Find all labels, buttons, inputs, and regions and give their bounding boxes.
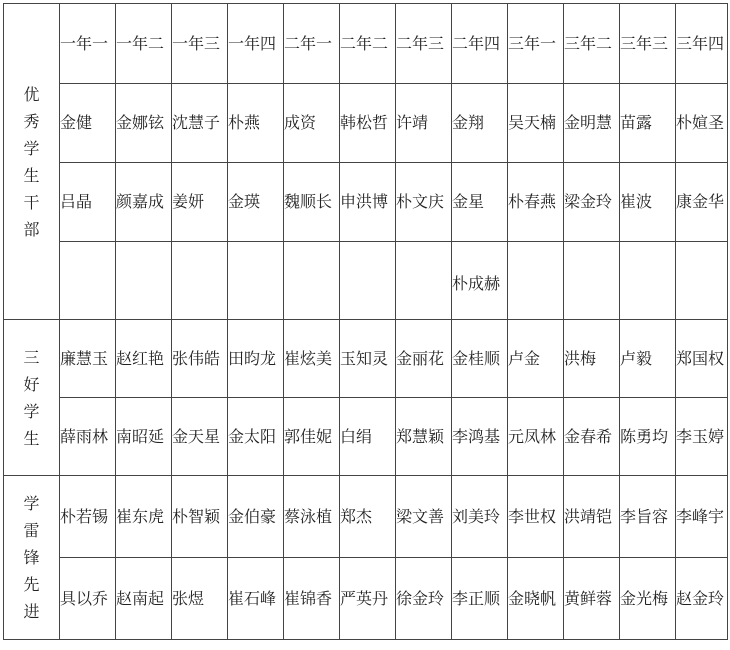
student-name: 魏顺长 [284, 163, 340, 242]
student-name [676, 242, 728, 320]
student-name: 刘美玲 [452, 476, 508, 558]
student-name: 崔石峰 [228, 558, 284, 640]
class-header: 一年三 [172, 4, 228, 84]
class-header: 三年四 [676, 4, 728, 84]
student-name: 廉慧玉 [60, 320, 116, 398]
student-name [116, 242, 172, 320]
student-name: 金明慧 [564, 84, 620, 163]
student-name: 玉知灵 [340, 320, 396, 398]
class-header: 一年四 [228, 4, 284, 84]
student-name: 颜嘉成 [116, 163, 172, 242]
student-name: 金伯豪 [228, 476, 284, 558]
student-name: 田昀龙 [228, 320, 284, 398]
student-name: 严英丹 [340, 558, 396, 640]
student-name: 崔锦香 [284, 558, 340, 640]
student-name: 金太阳 [228, 398, 284, 476]
student-name: 李玉婷 [676, 398, 728, 476]
student-name [172, 242, 228, 320]
category-cell-merit [4, 320, 60, 476]
student-name: 李旨容 [620, 476, 676, 558]
student-name: 洪靖铠 [564, 476, 620, 558]
student-name: 洪梅 [564, 320, 620, 398]
category-label: 优秀学生干部 [23, 84, 40, 239]
student-name: 元凤林 [508, 398, 564, 476]
table-row [4, 242, 728, 320]
student-name: 赵南起 [116, 558, 172, 640]
student-name: 郑杰 [340, 476, 396, 558]
student-name: 朴若锡 [60, 476, 116, 558]
student-name: 李峰宇 [676, 476, 728, 558]
student-name: 申洪博 [340, 163, 396, 242]
student-name: 具以乔 [60, 558, 116, 640]
student-name: 李世权 [508, 476, 564, 558]
student-name: 蔡泳植 [284, 476, 340, 558]
category-label: 学雷锋先进 [23, 494, 40, 621]
class-header: 一年一 [60, 4, 116, 84]
student-name: 吴天楠 [508, 84, 564, 163]
student-name [508, 242, 564, 320]
student-name: 白绢 [340, 398, 396, 476]
student-name: 梁文善 [396, 476, 452, 558]
class-header: 二年一 [284, 4, 340, 84]
student-name: 康金华 [676, 163, 728, 242]
student-name: 金健 [60, 84, 116, 163]
category-cell-volunteer [4, 476, 60, 640]
student-name: 郭佳妮 [284, 398, 340, 476]
student-name: 朴智颖 [172, 476, 228, 558]
student-name: 梁金玲 [564, 163, 620, 242]
student-name: 崔东虎 [116, 476, 172, 558]
student-name [620, 242, 676, 320]
student-name: 沈慧子 [172, 84, 228, 163]
student-name: 许靖 [396, 84, 452, 163]
table-row [4, 398, 728, 476]
student-name: 黄鲜蓉 [564, 558, 620, 640]
honor-roll-table [3, 3, 728, 640]
student-name: 成资 [284, 84, 340, 163]
class-header: 二年二 [340, 4, 396, 84]
student-name: 金丽花 [396, 320, 452, 398]
class-header: 一年二 [116, 4, 172, 84]
student-name: 金晓帆 [508, 558, 564, 640]
student-name: 赵红艳 [116, 320, 172, 398]
student-name: 金星 [452, 163, 508, 242]
student-name [396, 242, 452, 320]
student-name: 金天星 [172, 398, 228, 476]
student-name: 卢毅 [620, 320, 676, 398]
class-header: 三年一 [508, 4, 564, 84]
table-row [4, 320, 728, 398]
student-name: 朴文庆 [396, 163, 452, 242]
student-name: 金春希 [564, 398, 620, 476]
student-name: 姜妍 [172, 163, 228, 242]
student-name: 金桂顺 [452, 320, 508, 398]
student-name: 吕晶 [60, 163, 116, 242]
class-header: 三年二 [564, 4, 620, 84]
student-name [340, 242, 396, 320]
student-name: 陈勇均 [620, 398, 676, 476]
student-name: 张煜 [172, 558, 228, 640]
student-name: 赵金玲 [676, 558, 728, 640]
student-name: 李鸿基 [452, 398, 508, 476]
header-row [4, 4, 728, 84]
student-name [284, 242, 340, 320]
student-name: 李正顺 [452, 558, 508, 640]
class-header: 二年四 [452, 4, 508, 84]
student-name: 朴春燕 [508, 163, 564, 242]
student-name: 崔波 [620, 163, 676, 242]
table-row [4, 476, 728, 558]
class-header: 二年三 [396, 4, 452, 84]
student-name: 金翔 [452, 84, 508, 163]
student-name: 张伟皓 [172, 320, 228, 398]
class-header: 三年三 [620, 4, 676, 84]
student-name: 徐金玲 [396, 558, 452, 640]
table-row [4, 558, 728, 640]
table-row [4, 84, 728, 163]
student-name: 金光梅 [620, 558, 676, 640]
category-cell-cadre [4, 4, 60, 320]
student-name: 南昭延 [116, 398, 172, 476]
student-name: 韩松哲 [340, 84, 396, 163]
student-name: 金瑛 [228, 163, 284, 242]
student-name [228, 242, 284, 320]
student-name: 崔炫美 [284, 320, 340, 398]
table-row [4, 163, 728, 242]
student-name: 朴媗圣 [676, 84, 728, 163]
student-name [60, 242, 116, 320]
student-name: 卢金 [508, 320, 564, 398]
student-name [564, 242, 620, 320]
student-name: 苗露 [620, 84, 676, 163]
student-name: 朴成赫 [452, 242, 508, 320]
category-label: 三好学生 [23, 347, 40, 448]
student-name: 郑慧颖 [396, 398, 452, 476]
student-name: 金娜铉 [116, 84, 172, 163]
student-name: 薛雨林 [60, 398, 116, 476]
student-name: 郑国权 [676, 320, 728, 398]
student-name: 朴燕 [228, 84, 284, 163]
